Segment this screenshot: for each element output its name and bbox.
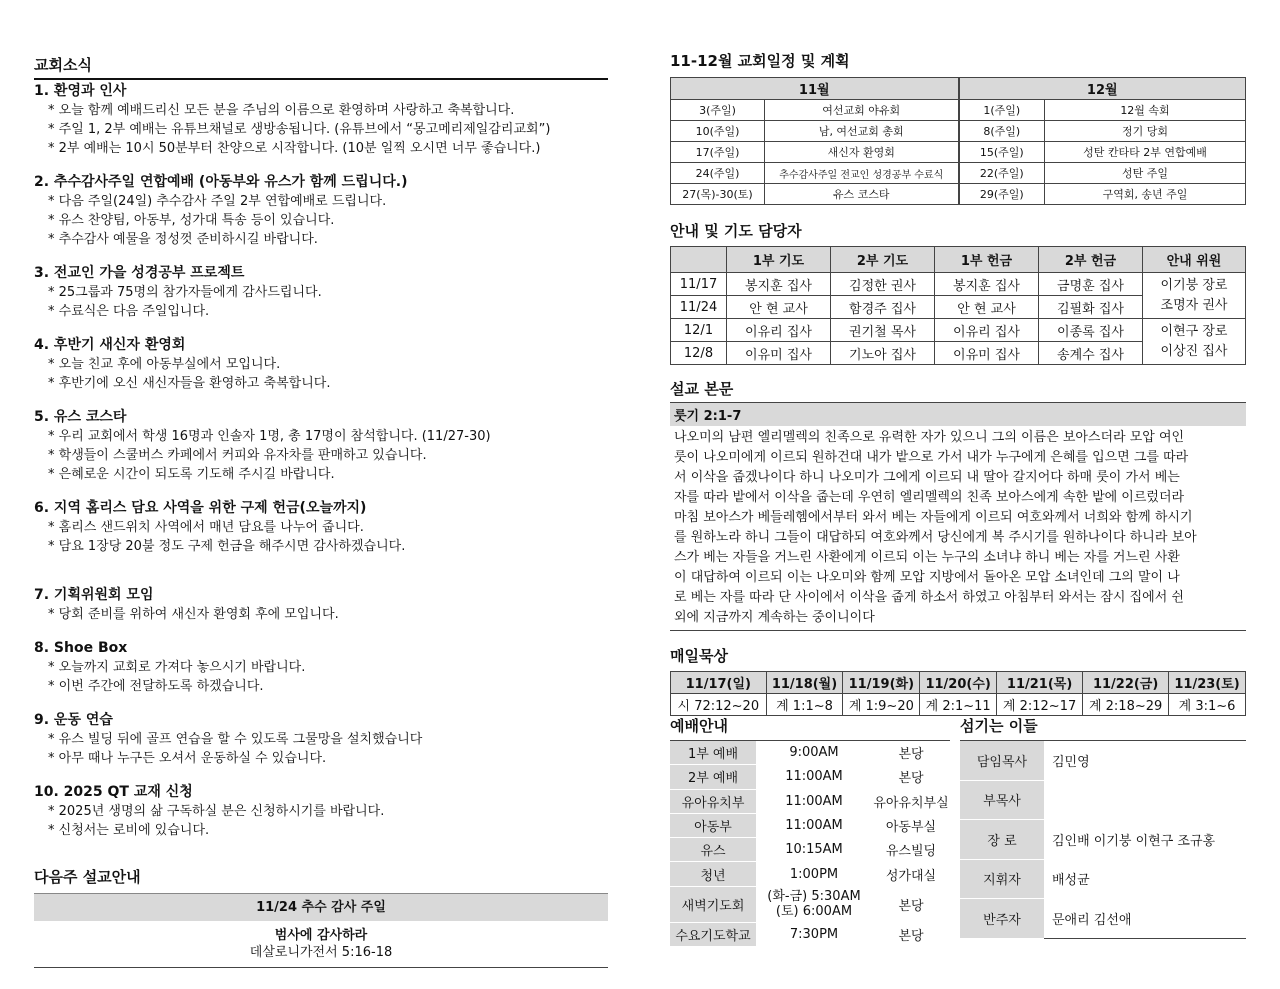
prayer-1: 이유미 집사 <box>727 342 831 365</box>
sermon-line: 외에 지금까지 계속하는 중이니이다 <box>674 610 875 625</box>
schedule-title: 11-12월 교회일정 및 계획 <box>670 52 850 70</box>
next-week-passage: 데살로니가전서 5:16-18 <box>249 945 393 960</box>
church-news-column <box>34 54 608 968</box>
nov-event: 남, 여선교회 총회 <box>765 121 959 142</box>
prayer-1: 이유리 집사 <box>727 319 831 342</box>
news-title: 6. 지역 홈리스 담요 사역을 위한 구제 헌금(오늘까지) <box>34 500 367 516</box>
daily-date: 11/20(수) <box>920 672 997 694</box>
offering-2: 이종록 집사 <box>1039 319 1143 342</box>
news-title: 2. 추수감사주일 연합예배 (아동부와 유스가 함께 드립니다.) <box>34 174 408 190</box>
schedule-row <box>671 184 1246 205</box>
news-list <box>34 82 608 840</box>
next-week-sermon <box>34 921 608 968</box>
news-line: * 유스 찬양팀, 아동부, 성가대 특송 등이 있습니다. <box>48 213 335 228</box>
offering-2: 금명훈 집사 <box>1039 273 1143 296</box>
news-item-10 <box>34 783 608 840</box>
worship-row <box>670 765 950 789</box>
nov-event: 새신자 환영회 <box>765 142 959 163</box>
offering-1: 이유미 집사 <box>935 342 1039 365</box>
worship-time: 11:00AM <box>756 813 872 837</box>
servant-names <box>1044 780 1246 820</box>
daily-passage: 계 3:1~6 <box>1169 694 1246 716</box>
worship-row <box>670 789 950 813</box>
servant-row <box>960 859 1246 899</box>
news-item-4 <box>34 336 608 393</box>
duty-header: 1부 기도 <box>727 247 831 273</box>
usher-name: 이현구 장로 <box>1160 323 1228 339</box>
worship-section <box>670 715 950 947</box>
worship-row <box>670 862 950 886</box>
news-line: * 우리 교회에서 학생 16명과 인솔자 1명, 총 17명이 참석합니다. (11/27-30) <box>48 429 491 444</box>
news-title: 10. 2025 QT 교재 신청 <box>34 784 193 800</box>
prayer-2: 김정한 권사 <box>831 273 935 296</box>
duty-row <box>671 273 1246 296</box>
daily-passage: 계 2:12~17 <box>997 694 1083 716</box>
nov-event: 추수감사주일 전교인 성경공부 수료식 <box>765 163 959 184</box>
news-title: 4. 후반기 새신자 환영회 <box>34 337 186 353</box>
daily-date: 11/17(일) <box>671 672 767 694</box>
offering-1: 안 현 교사 <box>935 296 1039 319</box>
daily-passage: 계 2:18~29 <box>1083 694 1169 716</box>
sermon-line: 서 이삭을 줍겠나이다 하니 나오미가 그에게 이르되 내 딸아 갈지어다 하매 룻이 가서 베는 <box>674 470 1180 485</box>
prayer-1: 봉지훈 집사 <box>727 273 831 296</box>
offering-1: 봉지훈 집사 <box>935 273 1039 296</box>
usher-name: 조명자 권사 <box>1160 297 1228 313</box>
schedule-table <box>670 77 1246 205</box>
duty-date: 11/17 <box>671 273 727 296</box>
sermon-line: 나오미의 남편 엘리멜렉의 친족으로 유력한 자가 있으니 그의 이름은 보아스더라 모압 여인 <box>674 430 1185 445</box>
daily-passage: 시 72:12~20 <box>671 694 767 716</box>
duty-header: 안내 위원 <box>1143 247 1246 273</box>
nov-date: 24(주일) <box>671 163 765 184</box>
worship-name: 새벽기도회 <box>670 886 756 922</box>
duty-header: 2부 헌금 <box>1039 247 1143 273</box>
church-news-title: 교회소식 <box>34 54 608 80</box>
news-line: * 수료식은 다음 주일입니다. <box>48 304 210 319</box>
servants-table <box>960 740 1246 939</box>
news-line: * 신청서는 로비에 있습니다. <box>48 823 210 838</box>
news-item-8 <box>34 639 608 696</box>
worship-title: 예배안내 <box>670 717 728 735</box>
servant-role: 부목사 <box>960 780 1044 820</box>
news-item-5 <box>34 408 608 484</box>
dec-date: 15(주일) <box>959 142 1045 163</box>
sermon-line: 마침 보아스가 베들레헴에서부터 와서 베는 자들에게 이르되 여호와께서 너희와 함께 하시기 <box>674 510 1193 525</box>
dec-event: 12월 속회 <box>1045 100 1246 121</box>
worship-row <box>670 741 950 765</box>
dec-event: 정기 당회 <box>1045 121 1246 142</box>
prayer-1: 안 현 교사 <box>727 296 831 319</box>
news-title: 1. 환영과 인사 <box>34 83 127 99</box>
daily-date: 11/19(화) <box>843 672 920 694</box>
servant-row <box>960 741 1246 781</box>
servant-row <box>960 820 1246 860</box>
worship-table <box>670 740 950 947</box>
prayer-2: 함경주 집사 <box>831 296 935 319</box>
worship-row <box>670 922 950 946</box>
news-line: * 다음 주일(24일) 추수감사 주일 2부 연합예배로 드립니다. <box>48 194 387 209</box>
duty-row <box>671 319 1246 342</box>
duty-date: 12/1 <box>671 319 727 342</box>
prayer-2: 기노아 집사 <box>831 342 935 365</box>
worship-name: 2부 예배 <box>670 765 756 789</box>
news-line: * 학생들이 스쿨버스 카페에서 커피와 유자차를 판매하고 있습니다. <box>48 448 427 463</box>
news-line: * 오늘 함께 예배드리신 모든 분을 주님의 이름으로 환영하며 사랑하고 축복합니다. <box>48 103 515 118</box>
worship-name: 아동부 <box>670 813 756 837</box>
news-line: * 아무 때나 누구든 오셔서 운동하실 수 있습니다. <box>48 751 327 766</box>
next-week-sermon-title: 다음주 설교안내 <box>34 868 141 886</box>
november-header: 11월 <box>671 78 959 100</box>
usher-name: 이기붕 장로 <box>1160 277 1228 293</box>
daily-passage: 계 1:9~20 <box>843 694 920 716</box>
news-item-9 <box>34 711 608 768</box>
dec-date: 1(주일) <box>959 100 1045 121</box>
servant-role: 지휘자 <box>960 859 1044 899</box>
duty-date: 12/8 <box>671 342 727 365</box>
sermon-line: 자를 따라 밭에서 이삭을 줍는데 우연히 엘리멜렉의 친족 보아스에게 속한 밭에 이르렀더라 <box>674 490 1185 505</box>
worship-row <box>670 886 950 922</box>
daily-date: 11/23(토) <box>1169 672 1246 694</box>
news-line: * 주일 1, 2부 예배는 유튜브채널로 생방송됩니다. (유튜브에서 “몽고메리제일감리교회”) <box>48 122 551 137</box>
daily-date: 11/18(월) <box>766 672 843 694</box>
nov-date: 3(주일) <box>671 100 765 121</box>
sermon-line: 스가 베는 자들을 거느린 사환에게 이르되 이는 누구의 소녀냐 하니 베는 자를 거느린 사환 <box>674 550 1180 565</box>
dec-event: 구역회, 송년 주일 <box>1045 184 1246 205</box>
servant-names: 김인배 이기붕 이현구 조규홍 <box>1052 833 1216 849</box>
worship-place: 성가대실 <box>872 862 950 886</box>
news-title: 3. 전교인 가을 성경공부 프로젝트 <box>34 265 245 281</box>
worship-time: 1:00PM <box>756 862 872 886</box>
news-line: * 오늘까지 교회로 가져다 놓으시기 바랍니다. <box>48 660 306 675</box>
schedule-row <box>671 121 1246 142</box>
usher-cell <box>1143 319 1246 365</box>
news-title: 9. 운동 연습 <box>34 712 113 728</box>
servant-row <box>960 780 1246 820</box>
worship-time-line: (화-금) 5:30AM <box>767 889 861 905</box>
servant-role: 담임목사 <box>960 741 1044 781</box>
nov-date: 10(주일) <box>671 121 765 142</box>
news-line: * 2부 예배는 10시 50분부터 찬양으로 시작합니다. (10분 일찍 오시면 너무 좋습니다.) <box>48 141 541 156</box>
duty-header: 2부 기도 <box>831 247 935 273</box>
news-title: 8. Shoe Box <box>34 640 128 656</box>
news-line: * 2025년 생명의 삶 구독하실 분은 신청하시기를 바랍니다. <box>48 804 385 819</box>
nov-date: 17(주일) <box>671 142 765 163</box>
daily-passage: 계 2:1~11 <box>920 694 997 716</box>
worship-time: 7:30PM <box>756 922 872 946</box>
duty-table <box>670 246 1246 365</box>
news-line: * 유스 빌딩 뒤에 골프 연습을 할 수 있도록 그물망을 설치했습니다 <box>48 732 423 747</box>
worship-place: 유아유치부실 <box>872 789 950 813</box>
news-title: 7. 기획위원회 모임 <box>34 587 154 603</box>
sermon-line: 이 대답하여 이르되 이는 나오미와 함께 모압 지방에서 돌아온 모압 소녀인데 그의 말이 나 <box>674 570 1180 585</box>
news-line: * 후반기에 오신 새신자들을 환영하고 축복합니다. <box>48 376 331 391</box>
servant-names: 김민영 <box>1052 755 1090 770</box>
daily-date: 11/21(목) <box>997 672 1083 694</box>
right-column <box>670 50 1246 944</box>
schedule-row <box>671 142 1246 163</box>
worship-name: 수요기도학교 <box>670 922 756 946</box>
worship-place: 본당 <box>872 765 950 789</box>
next-week-date-bar: 11/24 추수 감사 주일 <box>34 893 608 921</box>
dec-date: 22(주일) <box>959 163 1045 184</box>
sermon-line: 룻이 나오미에게 이르되 원하건대 내가 밭으로 가서 내가 누구에게 은혜를 입으면 그를 따라 <box>674 450 1189 465</box>
daily-devotion-title: 매일묵상 <box>670 647 728 665</box>
news-line: * 당회 준비를 위하여 새신자 환영회 후에 모입니다. <box>48 607 339 622</box>
worship-time-line: (토) 6:00AM <box>775 904 853 920</box>
worship-place: 본당 <box>872 886 950 922</box>
news-line: * 추수감사 예물을 정성껏 준비하시길 바랍니다. <box>48 232 318 247</box>
servant-role: 장 로 <box>960 820 1044 860</box>
worship-time: 10:15AM <box>756 838 872 862</box>
sermon-title: 설교 본문 <box>670 380 734 398</box>
worship-place: 유스빌딩 <box>872 838 950 862</box>
news-line: * 이번 주간에 전달하도록 하겠습니다. <box>48 679 264 694</box>
daily-devotion-table <box>670 671 1246 716</box>
offering-2: 송계수 집사 <box>1039 342 1143 365</box>
dec-event: 성탄 주일 <box>1045 163 1246 184</box>
servant-role: 반주자 <box>960 899 1044 939</box>
servants-title: 섬기는 이들 <box>960 717 1038 735</box>
daily-date: 11/22(금) <box>1083 672 1169 694</box>
offering-2: 김필화 집사 <box>1039 296 1143 319</box>
next-week-sermon-name: 범사에 감사하라 <box>274 928 368 943</box>
prayer-2: 권기철 목사 <box>831 319 935 342</box>
duty-header: 1부 헌금 <box>935 247 1039 273</box>
worship-name: 유아유치부 <box>670 789 756 813</box>
daily-passage: 계 1:1~8 <box>766 694 843 716</box>
news-item-6 <box>34 499 608 556</box>
news-line: * 은혜로운 시간이 되도록 기도해 주시길 바랍니다. <box>48 467 335 482</box>
worship-name: 1부 예배 <box>670 741 756 765</box>
worship-row <box>670 838 950 862</box>
servant-row <box>960 899 1246 939</box>
sermon-text <box>670 426 1246 631</box>
worship-time: 9:00AM <box>756 741 872 765</box>
nov-date: 27(목)-30(토) <box>671 184 765 205</box>
schedule-row <box>671 100 1246 121</box>
nov-event: 여선교회 야유회 <box>765 100 959 121</box>
news-line: * 담요 1장당 20불 정도 구제 헌금을 해주시면 감사하겠습니다. <box>48 539 406 554</box>
news-item-2 <box>34 173 608 249</box>
worship-time: 11:00AM <box>756 789 872 813</box>
news-line: * 25그룹과 75명의 참가자들에게 감사드립니다. <box>48 285 322 300</box>
news-line: * 홈리스 샌드위치 사역에서 매년 담요를 나누어 줍니다. <box>48 520 364 535</box>
servants-section <box>960 715 1246 939</box>
servant-names: 문애리 김선애 <box>1052 912 1132 928</box>
servant-names: 배성균 <box>1052 873 1090 889</box>
duty-date: 11/24 <box>671 296 727 319</box>
worship-time: 11:00AM <box>756 765 872 789</box>
worship-time <box>756 886 872 922</box>
sermon-reference: 룻기 2:1-7 <box>670 402 1246 426</box>
schedule-row <box>671 163 1246 184</box>
news-item-7 <box>34 586 608 624</box>
usher-cell <box>1143 273 1246 319</box>
duty-title: 안내 및 기도 담당자 <box>670 222 802 240</box>
sermon-line: 를 원하노라 하니 그들이 대답하되 여호와께서 당신에게 복 주시기를 원하나이다 하니라 보아 <box>674 530 1197 545</box>
dec-date: 29(주일) <box>959 184 1045 205</box>
offering-1: 이유리 집사 <box>935 319 1039 342</box>
worship-place: 아동부실 <box>872 813 950 837</box>
news-line: * 오늘 친교 후에 아동부실에서 모입니다. <box>48 357 281 372</box>
sermon-line: 로 베는 자를 따라 단 사이에서 이삭을 줍게 하소서 하였고 아침부터 와서는 잠시 집에서 쉰 <box>674 590 1184 605</box>
worship-row <box>670 813 950 837</box>
dec-event: 성탄 칸타타 2부 연합예배 <box>1045 142 1246 163</box>
dec-date: 8(주일) <box>959 121 1045 142</box>
usher-name: 이상진 집사 <box>1160 343 1228 359</box>
worship-name: 청년 <box>670 862 756 886</box>
december-header: 12월 <box>959 78 1246 100</box>
worship-place: 본당 <box>872 922 950 946</box>
news-item-3 <box>34 264 608 321</box>
news-title: 5. 유스 코스타 <box>34 409 127 425</box>
news-item-1 <box>34 82 608 158</box>
nov-event: 유스 코스타 <box>765 184 959 205</box>
worship-place: 본당 <box>872 741 950 765</box>
worship-name: 유스 <box>670 838 756 862</box>
